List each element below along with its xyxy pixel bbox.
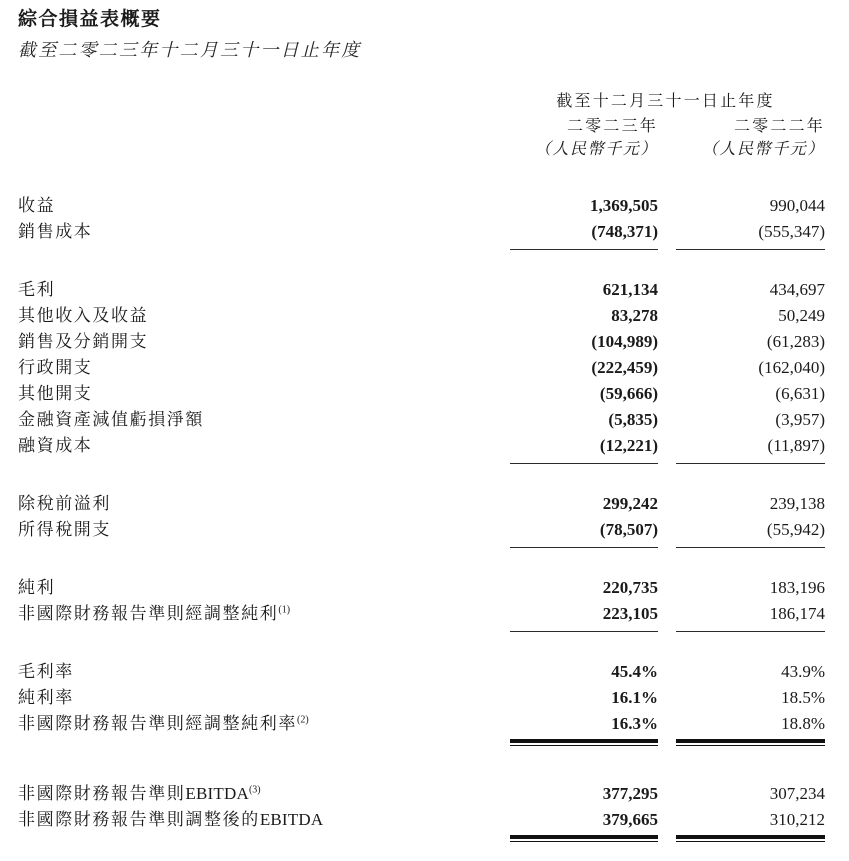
- section-rule-2: [0, 459, 849, 471]
- row-label-income-tax: 所得稅開支: [18, 520, 111, 539]
- table-row: [0, 219, 849, 245]
- row-value-other-income-prior: 50,249: [778, 306, 825, 325]
- row-label-latin: EBITDA: [185, 784, 249, 803]
- income-statement-table: [0, 193, 849, 847]
- row-label-text: 非國際財務報告準則經調整純利: [18, 604, 279, 623]
- row-value-selling-distribution-current: (104,989): [591, 332, 658, 351]
- row-value-adjusted-ebitda-prior: 310,212: [769, 810, 825, 829]
- table-row: [0, 491, 849, 517]
- row-label-profit-before-tax: 除稅前溢利: [18, 494, 111, 513]
- spacer: [0, 471, 849, 491]
- row-value-revenue-prior: 990,044: [769, 196, 825, 215]
- row-value-gross-margin-prior: 43.9%: [781, 662, 825, 681]
- row-label-gross-margin: 毛利率: [18, 662, 74, 681]
- row-value-impairment-current: (5,835): [608, 410, 658, 429]
- row-value-adjusted-net-profit-prior: 186,174: [769, 604, 825, 623]
- table-row: [0, 355, 849, 381]
- row-value-impairment-prior: (3,957): [775, 410, 825, 429]
- row-label-other-income: 其他收入及收益: [18, 306, 149, 325]
- header-unit-prior: （人民幣千元）: [701, 141, 825, 158]
- rule-thick: [510, 835, 658, 839]
- header-year-prior: 二零二二年: [733, 118, 825, 135]
- spacer: [0, 257, 849, 277]
- row-label-adjusted-ebitda: [18, 807, 323, 833]
- table-row: [0, 781, 849, 807]
- rule-thin: [510, 841, 658, 842]
- row-value-gross-margin-current: 45.4%: [611, 662, 658, 681]
- section-rule-1: [0, 245, 849, 257]
- table-row: [0, 277, 849, 303]
- table-row: [0, 575, 849, 601]
- row-value-other-income-current: 83,278: [611, 306, 658, 325]
- spacer: [0, 555, 849, 575]
- row-label-finance-costs: 融資成本: [18, 436, 93, 455]
- row-label-administrative: 行政開支: [18, 358, 93, 377]
- rule-column-current: [510, 249, 658, 250]
- row-label-text: 非國際財務報告準則調整後的: [18, 810, 260, 829]
- row-value-other-expenses-prior: (6,631): [775, 384, 825, 403]
- row-value-cost-of-sales-prior: (555,347): [758, 222, 825, 241]
- row-value-selling-distribution-prior: (61,283): [766, 332, 825, 351]
- row-value-income-tax-current: (78,507): [599, 520, 658, 539]
- footnote-marker-3: (3): [248, 784, 261, 796]
- row-value-cost-of-sales-current: (748,371): [591, 222, 658, 241]
- table-row: [0, 193, 849, 219]
- row-value-net-profit-current: 220,735: [602, 578, 658, 597]
- rule-thick: [676, 739, 825, 743]
- row-label-impairment: 金融資產減值虧損淨額: [18, 410, 204, 429]
- row-value-revenue-current: 1,369,505: [590, 196, 658, 215]
- table-row: [0, 329, 849, 355]
- table-row: [0, 807, 849, 833]
- row-label-other-expenses: 其他開支: [18, 384, 93, 403]
- section-rule-3: [0, 543, 849, 555]
- row-label-ebitda: [18, 781, 261, 807]
- section-double-rule-margins: [0, 737, 849, 751]
- row-label-text: 非國際財務報告準則: [18, 784, 186, 803]
- row-value-gross-profit-current: 621,134: [602, 280, 658, 299]
- row-value-gross-profit-prior: 434,697: [769, 280, 825, 299]
- rule-column-prior: [676, 463, 825, 464]
- row-value-adjusted-ebitda-current: 379,665: [602, 810, 658, 829]
- table-row: [0, 407, 849, 433]
- row-value-ebitda-prior: 307,234: [769, 784, 825, 803]
- row-value-ebitda-current: 377,295: [602, 784, 658, 803]
- header-year-current: 二零二三年: [566, 118, 658, 135]
- rule-column-prior: [676, 249, 825, 250]
- row-label-selling-distribution: 銷售及分銷開支: [18, 332, 149, 351]
- table-row: [0, 685, 849, 711]
- row-value-income-tax-prior: (55,942): [766, 520, 825, 539]
- table-row: [0, 433, 849, 459]
- row-label-net-profit: 純利: [18, 578, 56, 597]
- rule-column-current: [510, 631, 658, 632]
- table-row: [0, 659, 849, 685]
- row-value-finance-costs-current: (12,221): [599, 436, 658, 455]
- row-label-revenue: 收益: [18, 196, 56, 215]
- rule-column-prior: [676, 631, 825, 632]
- row-label-adjusted-net-profit: [18, 601, 290, 627]
- table-row: [0, 601, 849, 627]
- row-value-profit-before-tax-current: 299,242: [602, 494, 658, 513]
- row-label-latin: EBITDA: [259, 810, 324, 829]
- row-label-text: 非國際財務報告準則經調整純利率: [18, 714, 297, 733]
- row-value-profit-before-tax-prior: 239,138: [769, 494, 825, 513]
- row-value-net-margin-current: 16.1%: [611, 688, 658, 707]
- rule-thick: [510, 739, 658, 743]
- page-title: 綜合損益表概要: [18, 9, 162, 30]
- double-rule-column-current: [510, 739, 658, 746]
- section-double-rule-ebitda: [0, 833, 849, 847]
- double-rule-column-prior: [676, 835, 825, 842]
- row-value-finance-costs-prior: (11,897): [767, 436, 825, 455]
- row-value-administrative-prior: (162,040): [758, 358, 825, 377]
- table-row: [0, 517, 849, 543]
- row-value-administrative-current: (222,459): [591, 358, 658, 377]
- row-value-net-margin-prior: 18.5%: [781, 688, 825, 707]
- table-row: [0, 711, 849, 737]
- rule-thin: [676, 841, 825, 842]
- rule-thick: [676, 835, 825, 839]
- footnote-marker-1: (1): [278, 604, 291, 616]
- row-value-net-profit-prior: 183,196: [769, 578, 825, 597]
- header-unit-current: （人民幣千元）: [534, 141, 658, 158]
- rule-column-current: [510, 547, 658, 548]
- rule-column-prior: [676, 547, 825, 548]
- row-value-other-expenses-current: (59,666): [599, 384, 658, 403]
- footnote-marker-2: (2): [297, 714, 309, 726]
- row-label-cost-of-sales: 銷售成本: [18, 222, 93, 241]
- spacer: [0, 639, 849, 659]
- table-column-headers: [0, 88, 849, 168]
- rule-thin: [676, 745, 825, 746]
- table-row: [0, 381, 849, 407]
- double-rule-column-current: [510, 835, 658, 842]
- double-rule-column-prior: [676, 739, 825, 746]
- row-value-adjusted-net-profit-current: 223,105: [602, 604, 658, 623]
- section-rule-4: [0, 627, 849, 639]
- row-value-adjusted-net-margin-prior: 18.8%: [781, 714, 825, 733]
- rule-column-current: [510, 463, 658, 464]
- table-row: [0, 303, 849, 329]
- row-label-net-margin: 純利率: [18, 688, 74, 707]
- row-label-gross-profit: 毛利: [18, 280, 56, 299]
- page-subtitle: 截至二零二三年十二月三十一日止年度: [18, 40, 362, 60]
- row-value-adjusted-net-margin-current: 16.3%: [611, 714, 658, 733]
- rule-thin: [510, 745, 658, 746]
- row-label-adjusted-net-margin: [18, 711, 309, 737]
- spacer: [0, 751, 849, 781]
- header-period-span: 截至十二月三十一日止年度: [556, 93, 775, 110]
